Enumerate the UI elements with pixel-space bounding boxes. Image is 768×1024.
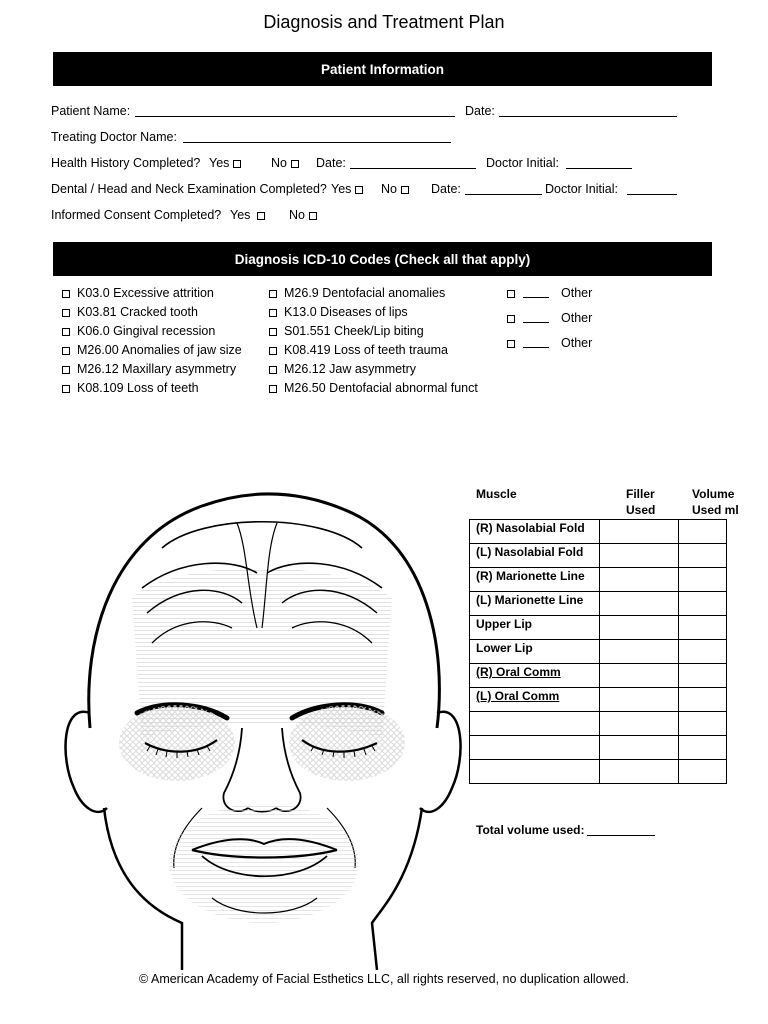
diagnosis-code-label: K08.109 Loss of teeth (77, 381, 199, 395)
diagnosis-code-checkbox[interactable] (62, 309, 70, 317)
date-field[interactable] (499, 103, 677, 117)
diagnosis-other-label: Other (561, 311, 593, 325)
table-row (470, 520, 727, 544)
health-history-label: Health History Completed? (51, 156, 201, 170)
table-row (470, 736, 727, 760)
volume-used-cell[interactable] (679, 616, 727, 640)
table-row (470, 616, 727, 640)
diagnosis-code-label: K03.0 Excessive attrition (77, 286, 214, 300)
total-volume-field[interactable] (587, 823, 655, 836)
diagnosis-code-label: S01.551 Cheek/Lip biting (284, 324, 424, 338)
exam-yes-checkbox[interactable] (355, 186, 363, 194)
diagnosis-code-label: K03.81 Cracked tooth (77, 305, 198, 319)
filler-used-cell[interactable] (600, 616, 679, 640)
diagnosis-other-checkbox[interactable] (507, 290, 515, 298)
diagnosis-code-item (60, 284, 242, 303)
health-history-yes-label: Yes (209, 156, 230, 170)
diagnosis-code-checkbox[interactable] (62, 385, 70, 393)
filler-used-cell[interactable] (600, 736, 679, 760)
diagnosis-code-item (60, 303, 242, 322)
diagnosis-code-item (267, 322, 478, 341)
diagnosis-code-item (60, 379, 242, 398)
filler-used-cell[interactable] (600, 664, 679, 688)
muscle-label: (R) Nasolabial Fold (476, 521, 585, 535)
diagnosis-code-item (267, 360, 478, 379)
volume-used-cell[interactable] (679, 520, 727, 544)
diagnosis-column-2 (267, 284, 478, 398)
date-label: Date: (465, 104, 495, 118)
volume-used-cell[interactable] (679, 760, 727, 784)
diagnosis-other-field[interactable] (523, 285, 549, 298)
table-row (470, 712, 727, 736)
muscle-label: Lower Lip (476, 641, 533, 655)
diagnosis-code-item (267, 284, 478, 303)
volume-used-cell[interactable] (679, 664, 727, 688)
diagnosis-other-item (505, 310, 592, 335)
diagnosis-code-label: K08.419 Loss of teeth trauma (284, 343, 448, 357)
filler-used-cell[interactable] (600, 592, 679, 616)
diagnosis-code-checkbox[interactable] (269, 309, 277, 317)
diagnosis-code-label: K13.0 Diseases of lips (284, 305, 408, 319)
diagnosis-code-checkbox[interactable] (269, 385, 277, 393)
filler-used-cell[interactable] (600, 640, 679, 664)
muscle-label: Upper Lip (476, 617, 532, 631)
diagnosis-code-checkbox[interactable] (269, 366, 277, 374)
table-row (470, 688, 727, 712)
diagnosis-code-checkbox[interactable] (269, 290, 277, 298)
muscle-cell (470, 688, 600, 712)
filler-table (469, 519, 727, 784)
muscle-cell (470, 520, 600, 544)
filler-used-cell[interactable] (600, 520, 679, 544)
diagnosis-other-field[interactable] (523, 335, 549, 348)
face-muscle-illustration (52, 478, 462, 970)
diagnosis-code-item (267, 303, 478, 322)
diagnosis-code-item (60, 341, 242, 360)
muscle-cell (470, 664, 600, 688)
page-title: Diagnosis and Treatment Plan (263, 12, 505, 32)
patient-name-label: Patient Name: (51, 104, 131, 118)
diagnosis-other-item (505, 285, 592, 310)
diagnosis-header (53, 242, 712, 276)
column-header-filler-line2: Used (626, 503, 656, 517)
exam-doctor-initial-label: Doctor Initial: (545, 182, 618, 196)
diagnosis-other-label: Other (561, 336, 593, 350)
muscle-label: (R) Oral Comm (476, 665, 561, 679)
health-history-no-label: No (271, 156, 287, 170)
diagnosis-code-item (267, 341, 478, 360)
treating-doctor-label: Treating Doctor Name: (51, 130, 177, 144)
volume-used-cell[interactable] (679, 568, 727, 592)
exam-doctor-initial-field[interactable] (627, 181, 677, 195)
exam-no-checkbox[interactable] (401, 186, 409, 194)
diagnosis-code-checkbox[interactable] (62, 328, 70, 336)
muscle-label: (R) Marionette Line (476, 569, 585, 583)
copyright-footer: © American Academy of Facial Esthetics LLC, all rights reserved, no duplication allowed. (138, 972, 629, 986)
diagnosis-header-label: Diagnosis ICD-10 Codes (Check all that apply) (234, 251, 531, 267)
diagnosis-code-label: M26.12 Maxillary asymmetry (77, 362, 237, 376)
muscle-cell (470, 640, 600, 664)
diagnosis-code-label: M26.50 Dentofacial abnormal funct (284, 381, 478, 395)
diagnosis-code-item (60, 322, 242, 341)
diagnosis-code-checkbox[interactable] (62, 347, 70, 355)
muscle-cell (470, 544, 600, 568)
volume-used-cell[interactable] (679, 544, 727, 568)
patient-information-header (53, 52, 712, 86)
filler-used-cell[interactable] (600, 712, 679, 736)
diagnosis-column-1 (60, 284, 242, 398)
filler-used-cell[interactable] (600, 544, 679, 568)
muscle-label: (L) Nasolabial Fold (476, 545, 584, 559)
filler-used-cell[interactable] (600, 688, 679, 712)
column-header-volume-used (692, 486, 739, 518)
volume-used-cell[interactable] (679, 712, 727, 736)
health-history-yes-checkbox[interactable] (233, 160, 241, 168)
muscle-cell (470, 736, 600, 760)
consent-label: Informed Consent Completed? (51, 208, 222, 222)
exam-no-label: No (381, 182, 397, 196)
diagnosis-code-item (267, 379, 478, 398)
table-row (470, 664, 727, 688)
consent-yes-checkbox[interactable] (257, 212, 265, 220)
diagnosis-other-column (505, 285, 592, 360)
muscle-cell (470, 616, 600, 640)
table-row (470, 544, 727, 568)
filler-used-cell[interactable] (600, 760, 679, 784)
consent-yes-label: Yes (230, 208, 251, 222)
diagnosis-code-checkbox[interactable] (269, 328, 277, 336)
diagnosis-other-item (505, 335, 592, 360)
patient-name-field[interactable] (135, 103, 455, 117)
exam-label: Dental / Head and Neck Examination Completed? (51, 182, 327, 196)
diagnosis-code-label: M26.12 Jaw asymmetry (284, 362, 416, 376)
diagnosis-code-label: M26.00 Anomalies of jaw size (77, 343, 242, 357)
muscle-label: (L) Oral Comm (476, 689, 560, 703)
diagnosis-code-label: K06.0 Gingival recession (77, 324, 216, 338)
health-history-date-label: Date: (316, 156, 346, 170)
table-row (470, 568, 727, 592)
muscle-cell (470, 568, 600, 592)
health-history-doctor-initial-label: Doctor Initial: (486, 156, 559, 170)
volume-used-cell[interactable] (679, 688, 727, 712)
muscle-label: (L) Marionette Line (476, 593, 584, 607)
table-row (470, 760, 727, 784)
health-history-no-checkbox[interactable] (291, 160, 299, 168)
diagnosis-other-field[interactable] (523, 310, 549, 323)
health-history-date-field[interactable] (350, 155, 476, 169)
muscle-cell (470, 760, 600, 784)
diagnosis-code-checkbox[interactable] (62, 366, 70, 374)
treating-doctor-field[interactable] (183, 129, 451, 143)
column-header-muscle (476, 486, 517, 502)
column-header-volume-line2: Used ml (692, 503, 739, 517)
volume-used-cell[interactable] (679, 736, 727, 760)
volume-used-cell[interactable] (679, 592, 727, 616)
column-header-filler-used (626, 486, 655, 518)
diagnosis-code-label: M26.9 Dentofacial anomalies (284, 286, 446, 300)
column-header-volume-line1: Volume (692, 487, 735, 501)
consent-no-checkbox[interactable] (309, 212, 317, 220)
filler-used-cell[interactable] (600, 568, 679, 592)
diagnosis-other-checkbox[interactable] (507, 340, 515, 348)
exam-date-label: Date: (431, 182, 461, 196)
column-header-muscle-label: Muscle (476, 487, 517, 501)
column-header-filler-line1: Filler (626, 487, 655, 501)
diagnosis-code-item (60, 360, 242, 379)
diagnosis-other-label: Other (561, 286, 593, 300)
table-row (470, 640, 727, 664)
patient-information-header-label: Patient Information (320, 61, 444, 77)
exam-yes-label: Yes (331, 182, 352, 196)
exam-date-field[interactable] (465, 181, 542, 195)
diagnosis-code-checkbox[interactable] (269, 347, 277, 355)
total-volume-row (476, 823, 655, 837)
diagnosis-other-checkbox[interactable] (507, 315, 515, 323)
volume-used-cell[interactable] (679, 640, 727, 664)
total-volume-label: Total volume used: (476, 823, 585, 837)
consent-no-label: No (289, 208, 305, 222)
health-history-doctor-initial-field[interactable] (566, 155, 632, 169)
muscle-cell (470, 592, 600, 616)
table-row (470, 592, 727, 616)
muscle-cell (470, 712, 600, 736)
diagnosis-code-checkbox[interactable] (62, 290, 70, 298)
